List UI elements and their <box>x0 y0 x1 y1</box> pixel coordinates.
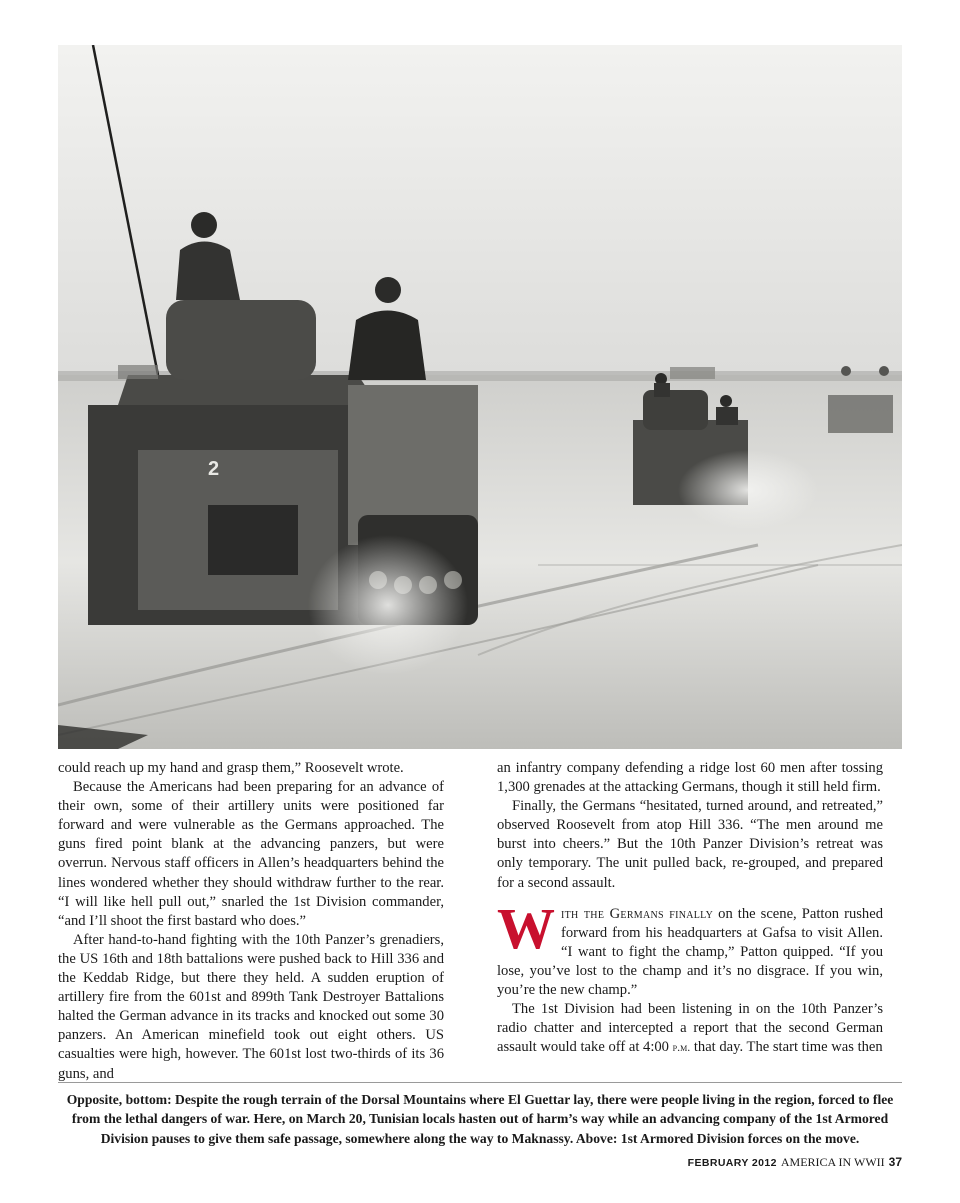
dropcap-paragraph <box>497 895 883 1000</box>
hull-marking: 2 <box>208 458 220 480</box>
dropcap-lead-in: ith the Germans finally <box>561 905 714 922</box>
issue-date: FEBRUARY 2012 <box>687 1157 777 1169</box>
article-column-right <box>497 759 883 1057</box>
article-column-left <box>58 759 444 1084</box>
page-folio <box>688 1155 902 1170</box>
article-text: The 1st Division had been listening in on the 10th Panzer’s radio chatter and intercepted a report that the second German assault would take off at 4:00 <box>497 1001 883 1056</box>
dropcap-letter: W <box>497 895 555 961</box>
dropcap-paragraph-text: on the scene, Patton rushed forward from his headquarters at Gafsa to visit Allen. “I want to fight the champ,” Patton quipped. “If you lose, you’ve lost to the champ and it’s no disgrace. If you win, you’re the new champ.” <box>497 905 883 999</box>
article-paragraph: an infantry company defending a ridge lost 60 men after tossing 1,300 grenades at the attacking Germans, though it still held firm. <box>497 760 883 796</box>
article-paragraph: could reach up my hand and grasp them,” Roosevelt wrote. <box>58 760 404 776</box>
article-paragraph: After hand-to-hand fighting with the 10th Panzer’s grenadiers, the US 16th and 18th battalions were pushed back to Hill 336 and the Keddab Ridge, but there they held. A sudden eruption of artillery fire from the 601st and 899th Tank Destroyer Battalions halted the German advance in its tracks and knocked out some 30 panzers. An American minefield took out eight others. US casualties were high, however. The 601st lost two-thirds of its 36 guns, and <box>58 931 444 1082</box>
magazine-name: AMERICA IN WWII <box>780 1155 885 1169</box>
photo-caption: Opposite, bottom: Despite the rough terrain of the Dorsal Mountains where El Guettar lay, there were people living in the region, forced to flee from the lethal dangers of war. Here, on March 20, Tunisian locals hasten out of harm’s way while an advancing company of the 1st Armored Division pauses to give them safe passage, somewhere along the way to Maknassy. Above: 1st Armored Division forces on the move. <box>66 1092 894 1146</box>
caption-divider <box>58 1082 902 1083</box>
article-text: that day. The start time was then <box>690 1039 883 1056</box>
time-suffix: p.m. <box>672 1040 691 1055</box>
article-paragraph: Finally, the Germans “hesitated, turned around, and retreated,” observed Roosevelt from atop Hill 336. “The men around me burst into cheers.” But the 10th Panzer Division’s retreat was only temporary. The unit pulled back, re-grouped, and prepared for a second assault. <box>497 798 883 891</box>
article-paragraph <box>497 1000 883 1057</box>
tank-column-photo <box>58 45 902 749</box>
photo-illustration <box>58 45 902 749</box>
page-number: 37 <box>888 1155 902 1169</box>
article-paragraph: Because the Americans had been preparing for an advance of their own, some of their artillery units were positioned far forward and were vulnerable as the Germans approached. The guns fired point blank at the advancing panzers, but were overrun. Nervous staff officers in Allen’s headquarters behind the lines wondered whether they should withdraw further to the rear. “I will like hell pull out,” snarled the 1st Division commander, “and I’ll shoot the first bastard who does.” <box>58 779 444 929</box>
